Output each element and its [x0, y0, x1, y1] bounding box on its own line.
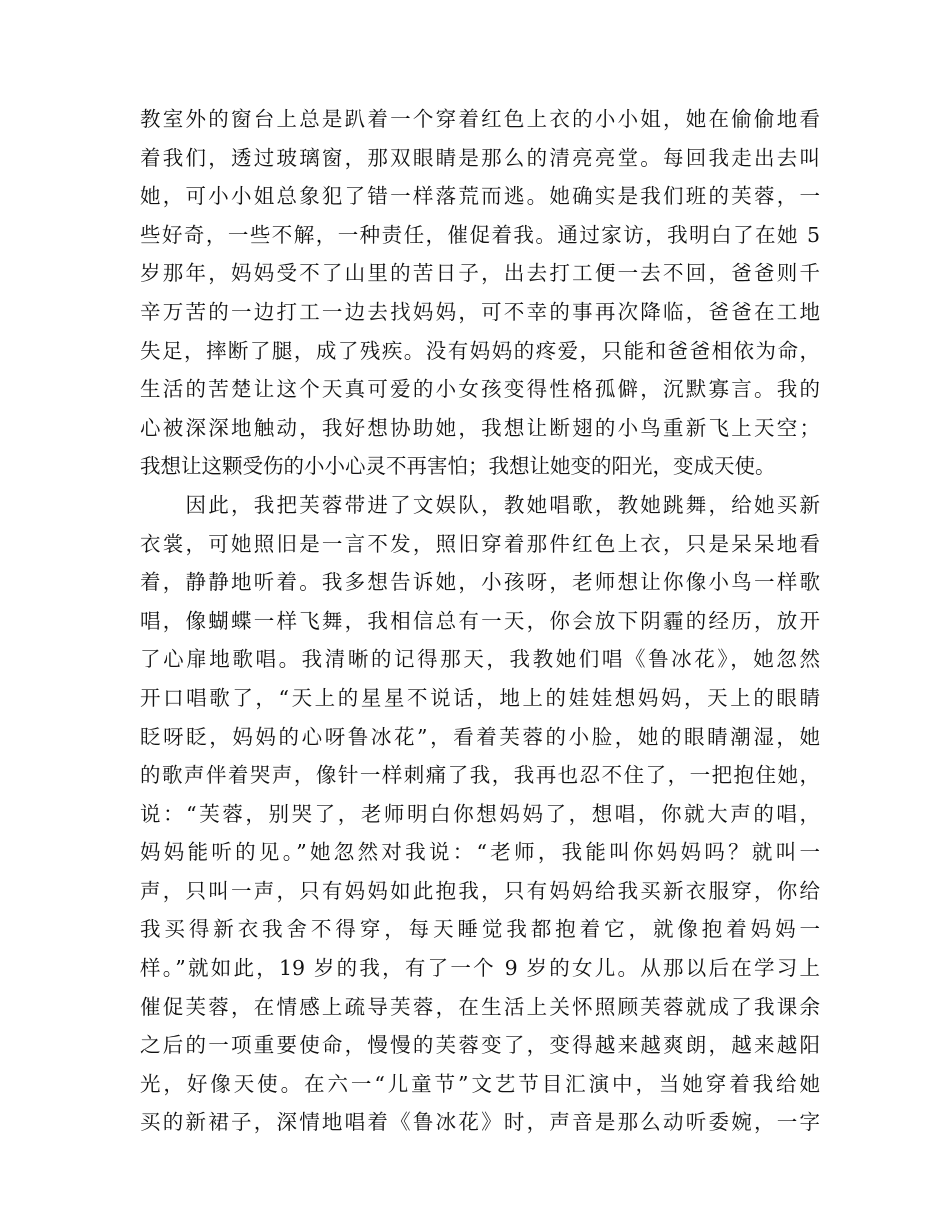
- text-line: 些好奇，一些不解，一种责任，催促着我。通过家访，我明白了在她 5: [140, 222, 820, 247]
- text-line: 唱，像蝴蝶一样飞舞，我相信总有一天，你会放下阴霾的经历，放开: [140, 608, 820, 633]
- text-line: 辛万苦的一边打工一边去找妈妈，可不幸的事再次降临，爸爸在工地: [140, 299, 820, 324]
- text-line: 说：“芙蓉，别哭了，老师明白你想妈妈了，想唱，你就大声的唱，: [140, 801, 820, 826]
- text-line: 之后的一项重要使命，慢慢的芙蓉变了，变得越来越爽朗，越来越阳: [140, 1033, 820, 1058]
- text-line: 因此，我把芙蓉带进了文娱队，教她唱歌，教她跳舞，给她买新: [140, 492, 820, 517]
- text-line: 教室外的窗台上总是趴着一个穿着红色上衣的小小姐，她在偷偷地看: [140, 107, 820, 131]
- text-line: 她，可小小姐总象犯了错一样落荒而逃。她确实是我们班的芙蓉，一: [140, 184, 820, 209]
- text-line: 心被深深地触动，我好想协助她，我想让断翅的小鸟重新飞上天空；: [140, 415, 820, 440]
- text-line: 妈妈能听的见。”她忽然对我说：“老师，我能叫你妈妈吗？就叫一: [140, 840, 820, 865]
- text-line: 开口唱歌了，“天上的星星不说话，地上的娃娃想妈妈，天上的眼睛: [140, 685, 820, 710]
- text-line: 失足，摔断了腿，成了残疾。没有妈妈的疼爱，只能和爸爸相依为命，: [140, 338, 820, 363]
- text-line: 的歌声伴着哭声，像针一样刺痛了我，我再也忍不住了，一把抱住她，: [140, 763, 820, 788]
- text-line: 我想让这颗受伤的小小心灵不再害怕；我想让她变的阳光，变成天使。: [140, 454, 776, 479]
- text-line: 生活的苦楚让这个天真可爱的小女孩变得性格孤僻，沉默寡言。我的: [140, 377, 820, 402]
- text-line: 衣裳，可她照旧是一言不发，照旧穿着那件红色上衣，只是呆呆地看: [140, 531, 820, 556]
- text-line: 催促芙蓉，在情感上疏导芙蓉，在生活上关怀照顾芙蓉就成了我课余: [140, 994, 820, 1019]
- text-line: 了心扉地歌唱。我清晰的记得那天，我教她们唱《鲁冰花》，她忽然: [140, 647, 820, 672]
- body-text: [140, 100, 820, 1142]
- text-line: 眨呀眨，妈妈的心呀鲁冰花”，看着芙蓉的小脸，她的眼睛潮湿，她: [140, 724, 820, 749]
- text-line: 着我们，透过玻璃窗，那双眼睛是那么的清亮亮堂。每回我走出去叫: [140, 145, 820, 170]
- text-line: 买的新裙子，深情地唱着《鲁冰花》时，声音是那么动听委婉，一字: [140, 1110, 820, 1135]
- text-line: 岁那年，妈妈受不了山里的苦日子，出去打工便一去不回，爸爸则千: [140, 261, 820, 286]
- text-line: 光，好像天使。在六一“儿童节”文艺节目汇演中，当她穿着我给她: [140, 1071, 820, 1096]
- text-line: 我买得新衣我舍不得穿，每天睡觉我都抱着它，就像抱着妈妈一: [140, 917, 820, 942]
- text-line: 声，只叫一声，只有妈妈如此抱我，只有妈妈给我买新衣服穿，你给: [140, 878, 820, 903]
- text-line: 样。”就如此，19 岁的我，有了一个 9 岁的女儿。从那以后在学习上: [140, 956, 820, 981]
- text-line: 着，静静地听着。我多想告诉她，小孩呀，老师想让你像小鸟一样歌: [140, 570, 820, 595]
